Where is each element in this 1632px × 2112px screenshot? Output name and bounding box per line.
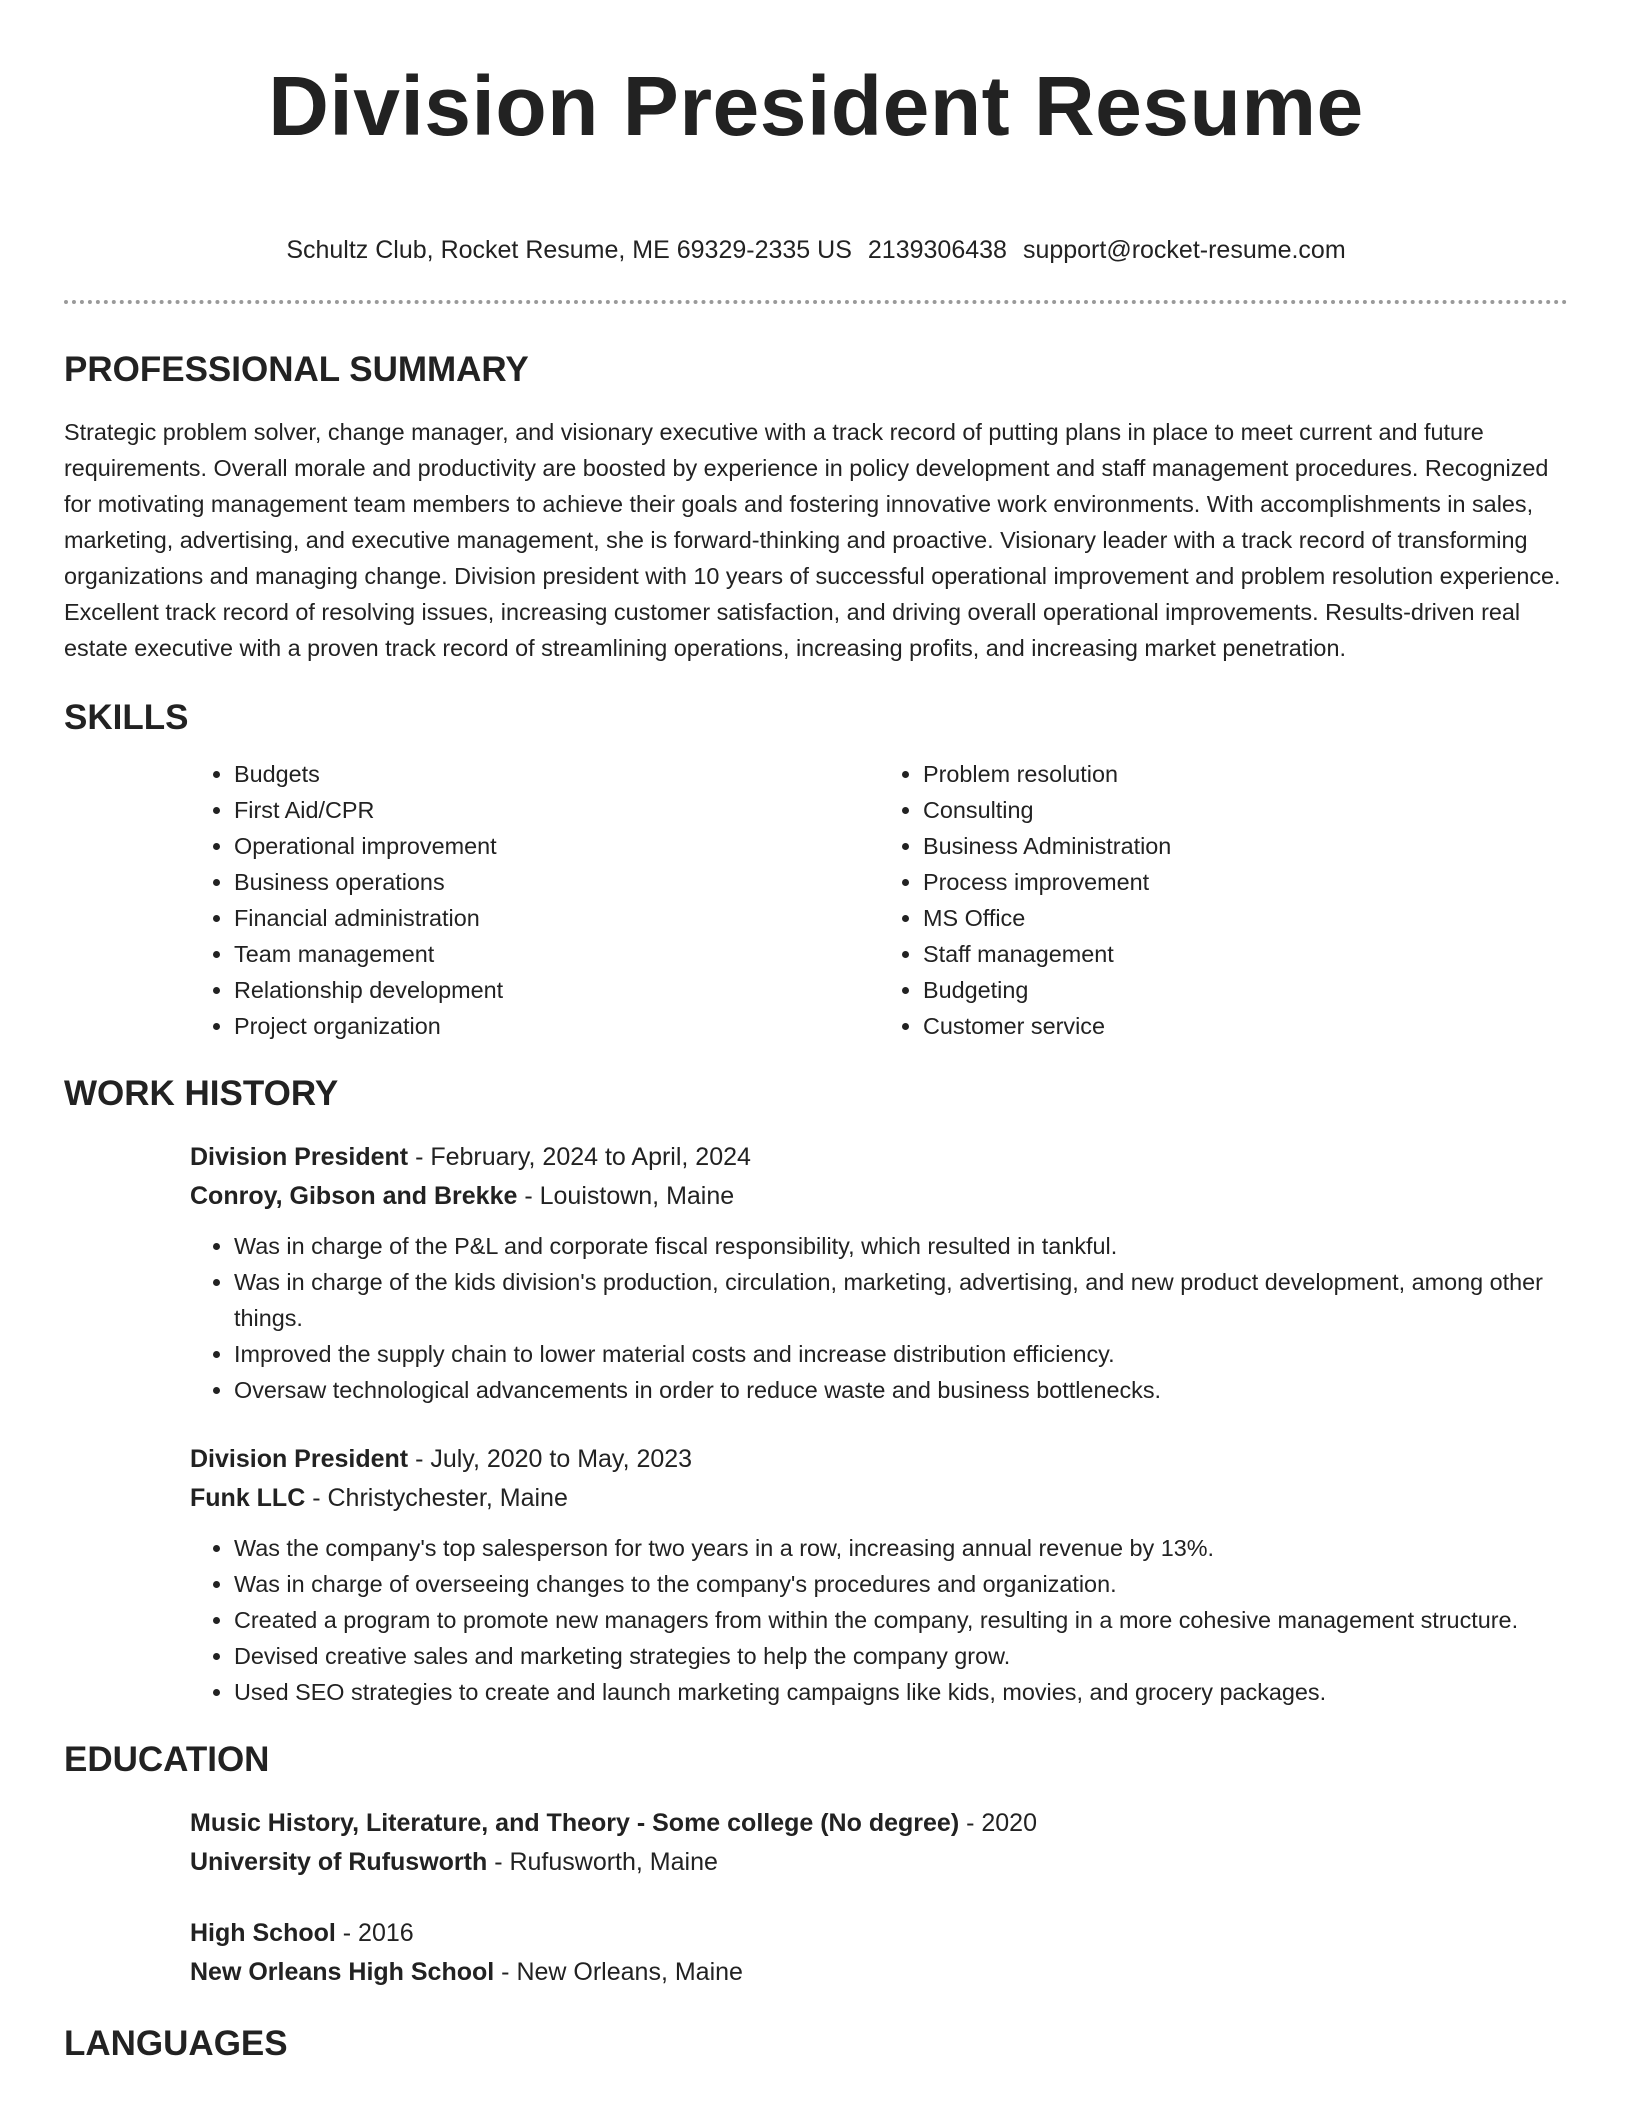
skill-item: • Team management <box>234 936 879 972</box>
education-year: - 2020 <box>959 1809 1037 1837</box>
skills-columns <box>190 756 1568 1044</box>
summary-heading: PROFESSIONAL SUMMARY <box>64 350 529 389</box>
contact-phone: 2139306438 <box>867 236 1007 264</box>
skills-list-left <box>190 756 879 1044</box>
job-title: Division President <box>190 1445 409 1473</box>
job-title: Division President <box>190 1143 409 1171</box>
job-dates: - July, 2020 to May, 2023 <box>408 1445 693 1473</box>
job-company-line <box>190 1479 1568 1518</box>
education-location: - Rufusworth, Maine <box>487 1848 718 1876</box>
skill-item: • Relationship development <box>234 972 879 1008</box>
resume-header <box>0 0 1632 272</box>
education-entry <box>190 1804 1568 1882</box>
skill-item: • Business operations <box>234 864 879 900</box>
skill-item: • Financial administration <box>234 900 879 936</box>
job-bullet: • Was the company's top salesperson for two years in a row, increasing annual revenue by 13%. <box>234 1530 1568 1566</box>
job-bullet: • Created a program to promote new managers from within the company, resulting in a more cohesive management structure. <box>234 1602 1568 1638</box>
skill-item: • Process improvement <box>923 864 1568 900</box>
summary-text: Strategic problem solver, change manager, and visionary executive with a track record of putting plans in place to meet current and future requirements. Overall morale and productivity are boosted by experience in policy development and staff management procedures. Recognized for motivating management team members to achieve their goals and fostering innovative work environments. With accomplishments in sales, marketing, advertising, and executive management, she is forward-thinking and proactive. Visionary leader with a track record of transforming organizations and managing change. Division president with 10 years of successful operational improvement and problem resolution experience. Excellent track record of resolving issues, increasing customer satisfaction, and driving overall operational improvements. Results-driven real estate executive with a proven track record of streamlining operations, increasing profits, and increasing market penetration. <box>64 419 1561 661</box>
job-company: Funk LLC <box>190 1484 306 1512</box>
job-location: - Louistown, Maine <box>517 1182 735 1210</box>
education-school: University of Rufusworth <box>190 1848 488 1876</box>
resume-title: Division President Resume <box>268 59 1364 153</box>
job-bullet: • Devised creative sales and marketing strategies to help the company grow. <box>234 1638 1568 1674</box>
skills-section <box>0 696 1632 1044</box>
education-entry <box>190 1914 1568 1992</box>
summary-section <box>0 348 1632 666</box>
languages-heading: LANGUAGES <box>64 2024 288 2063</box>
job-location: - Christychester, Maine <box>305 1484 568 1512</box>
job-title-line <box>190 1138 1568 1177</box>
header-divider <box>64 300 1568 304</box>
education-section <box>0 1738 1632 1992</box>
skill-item: • Problem resolution <box>923 756 1568 792</box>
skill-item: • Budgets <box>234 756 879 792</box>
skill-item: • Staff management <box>923 936 1568 972</box>
job-dates: - February, 2024 to April, 2024 <box>408 1143 751 1171</box>
job-bullet: • Improved the supply chain to lower material costs and increase distribution efficiency. <box>234 1336 1568 1372</box>
education-degree: Music History, Literature, and Theory - Some college (No degree) <box>190 1809 960 1837</box>
skill-item: • Customer service <box>923 1008 1568 1044</box>
job-title-line <box>190 1440 1568 1479</box>
skill-item: • First Aid/CPR <box>234 792 879 828</box>
skills-list-right <box>879 756 1568 1044</box>
work-heading: WORK HISTORY <box>64 1074 339 1113</box>
skill-item: • Business Administration <box>923 828 1568 864</box>
skill-item: • MS Office <box>923 900 1568 936</box>
work-section <box>0 1072 1632 1710</box>
skill-item: • Operational improvement <box>234 828 879 864</box>
education-degree: High School <box>190 1919 336 1947</box>
languages-section <box>0 2022 1632 2066</box>
education-degree-line <box>190 1914 1568 1953</box>
job-bullet: • Was in charge of the kids division's production, circulation, marketing, advertising, and new product development, among other things. <box>234 1264 1568 1336</box>
education-heading: EDUCATION <box>64 1740 270 1779</box>
education-school-line <box>190 1843 1568 1882</box>
education-year: - 2016 <box>335 1919 414 1947</box>
job-company: Conroy, Gibson and Brekke <box>190 1182 518 1210</box>
job-entry <box>190 1138 1568 1408</box>
job-bullet: • Used SEO strategies to create and launch marketing campaigns like kids, movies, and grocery packages. <box>234 1674 1568 1710</box>
job-bullets <box>190 1228 1568 1408</box>
contact-email: support@rocket-resume.com <box>1022 236 1346 264</box>
contact-line <box>0 228 1632 272</box>
education-location: - New Orleans, Maine <box>494 1958 743 1986</box>
education-degree-line <box>190 1804 1568 1843</box>
education-school-line <box>190 1953 1568 1992</box>
skill-item: • Budgeting <box>923 972 1568 1008</box>
education-school: New Orleans High School <box>190 1958 495 1986</box>
skill-item: • Consulting <box>923 792 1568 828</box>
contact-address: Schultz Club, Rocket Resume, ME 69329-2335 US <box>286 236 852 264</box>
skill-item: • Project organization <box>234 1008 879 1044</box>
job-bullet: • Was in charge of the P&L and corporate fiscal responsibility, which resulted in tankful. <box>234 1228 1568 1264</box>
job-bullet: • Oversaw technological advancements in order to reduce waste and business bottlenecks. <box>234 1372 1568 1408</box>
job-bullet: • Was in charge of overseeing changes to the company's procedures and organization. <box>234 1566 1568 1602</box>
job-company-line <box>190 1177 1568 1216</box>
job-entry <box>190 1440 1568 1710</box>
skills-heading: SKILLS <box>64 698 189 737</box>
job-bullets <box>190 1530 1568 1710</box>
